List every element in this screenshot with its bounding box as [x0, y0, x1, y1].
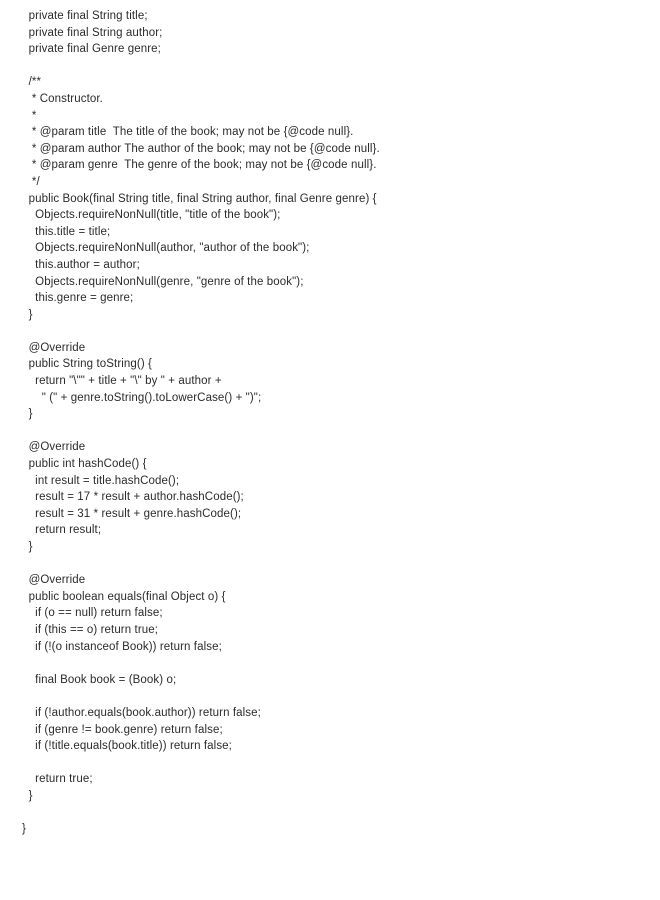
code-line-38: if (this == o) return true; — [22, 623, 159, 636]
code-line-6: * Constructor. — [22, 92, 103, 105]
code-line-26 — [22, 423, 380, 440]
code-line-3: private final Genre genre; — [22, 43, 161, 56]
code-line-30: result = 17 * result + author.hashCode(); — [22, 491, 244, 504]
code-line-8: * @param title The title of the book; may not be {@code null}. — [22, 126, 354, 139]
code-line-41: final Book book = (Book) o; — [22, 673, 177, 686]
code-line-24: " (" + genre.toString().toLowerCase() + ")"; — [22, 391, 262, 404]
code-line-28: public int hashCode() { — [22, 458, 147, 471]
code-line-42 — [22, 688, 380, 705]
code-line-2: private final String author; — [22, 26, 163, 39]
code-line-45: if (!title.equals(book.title)) return false; — [22, 740, 232, 753]
code-line-44: if (genre != book.genre) return false; — [22, 723, 223, 736]
code-line-4 — [22, 58, 380, 75]
code-line-16: this.author = author; — [22, 258, 140, 271]
code-line-13: Objects.requireNonNull(title, "title of the book"); — [22, 209, 281, 222]
code-line-34 — [22, 556, 380, 573]
code-line-19: } — [22, 308, 33, 321]
code-line-37: if (o == null) return false; — [22, 607, 163, 620]
code-line-23: return "\"" + title + "\" by " + author + — [22, 375, 222, 388]
code-line-36: public boolean equals(final Object o) { — [22, 590, 226, 603]
code-line-9: * @param author The author of the book; may not be {@code null}. — [22, 142, 380, 155]
code-line-15: Objects.requireNonNull(author, "author of the book"); — [22, 242, 310, 255]
code-line-10: * @param genre The genre of the book; may not be {@code null}. — [22, 159, 377, 172]
code-line-48: } — [22, 789, 33, 802]
code-line-47: return true; — [22, 773, 93, 786]
code-listing — [22, 8, 380, 838]
code-line-40 — [22, 655, 380, 672]
code-line-5: /** — [22, 76, 42, 89]
code-line-49 — [22, 805, 380, 822]
code-line-7: * — [22, 109, 37, 122]
code-line-35: @Override — [22, 574, 86, 587]
code-line-50: } — [22, 823, 26, 836]
code-line-33: } — [22, 541, 33, 553]
code-line-25: } — [22, 408, 33, 421]
code-line-31: result = 31 * result + genre.hashCode(); — [22, 507, 242, 520]
code-line-12: public Book(final String title, final String author, final Genre genre) { — [22, 192, 377, 205]
code-line-20 — [22, 323, 380, 340]
code-line-22: public String toString() { — [22, 358, 152, 371]
code-line-32: return result; — [22, 524, 102, 537]
code-line-21: @Override — [22, 341, 86, 354]
code-line-46 — [22, 755, 380, 772]
code-line-43: if (!author.equals(book.author)) return false; — [22, 706, 261, 719]
code-line-14: this.title = title; — [22, 225, 111, 238]
code-line-11: */ — [22, 175, 40, 188]
code-line-18: this.genre = genre; — [22, 292, 134, 305]
code-line-39: if (!(o instanceof Book)) return false; — [22, 640, 222, 653]
code-line-27: @Override — [22, 441, 86, 454]
code-line-1: private final String title; — [22, 10, 148, 22]
code-line-17: Objects.requireNonNull(genre, "genre of the book"); — [22, 275, 304, 288]
code-line-29: int result = title.hashCode(); — [22, 474, 180, 487]
